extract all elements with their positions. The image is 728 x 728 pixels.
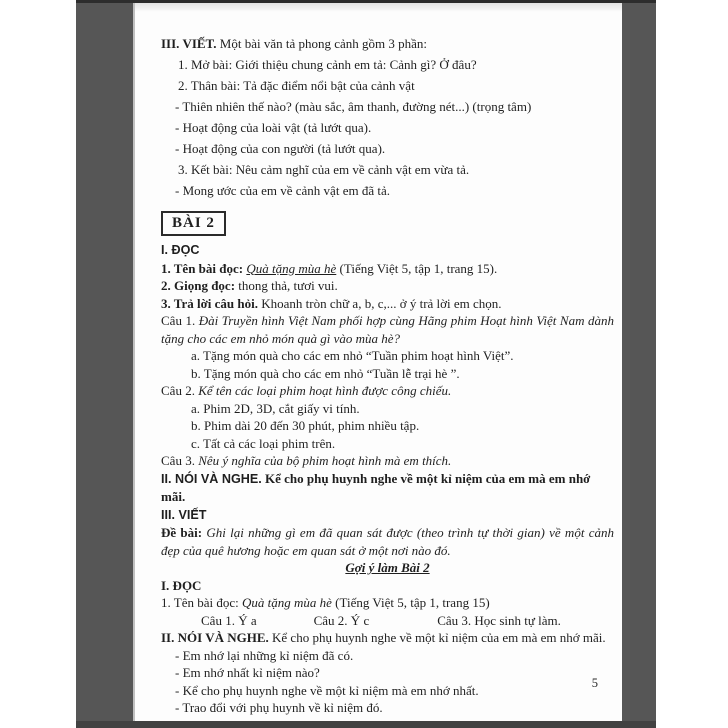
text-segment: b. Phim dài 20 đến 30 phút, phim nhiều tập.: [191, 418, 420, 433]
text-segment: - Kể cho phụ huynh nghe về một kỉ niệm mà em nhớ nhất.: [175, 682, 479, 698]
text-segment: 1. Mở bài: Giới thiệu chung cảnh em tả: Cảnh gì? Ở đâu?: [178, 57, 477, 72]
text-line: [161, 347, 614, 365]
text-segment: (Tiếng Việt 5, tập 1, trang 15): [331, 595, 490, 610]
text-segment: - Hoạt động của loài vật (tả lướt qua).: [175, 120, 372, 135]
text-line: [161, 594, 614, 612]
text-segment: c. Tất cả các loại phim trên.: [191, 435, 336, 451]
text-segment: 3. Trả lời câu hỏi.: [161, 295, 262, 311]
text-segment: Đài Truyền hình Việt Nam phối hợp cùng Hãng phim Hoạt hình Việt Nam dành tặng cho các em nhỏ món quà gì vào mùa hè?: [161, 313, 614, 346]
text-segment: Câu 2.: [161, 383, 199, 398]
section-viet-heading: [161, 33, 614, 54]
text-line: [161, 417, 614, 435]
document-lines: [161, 33, 614, 717]
text-line: [161, 260, 614, 278]
text-segment: Khoanh tròn chữ a, b, c,... ở ý trả lời em chọn.: [261, 295, 502, 311]
text-segment: thong thả, tươi vui.: [238, 278, 338, 293]
page-number: 5: [591, 676, 598, 690]
answer-guide-heading: [161, 559, 614, 577]
text-segment: a. Phim 2D, 3D, cắt giấy vi tính.: [191, 400, 360, 416]
text-segment: Câu 3.: [161, 453, 199, 468]
text-line: [161, 295, 614, 313]
section-viet-2-heading: [161, 506, 614, 525]
text-segment: Câu 2. Ý c: [313, 612, 370, 628]
text-line: [161, 647, 614, 665]
text-line: [161, 75, 614, 96]
text-line: [161, 180, 614, 201]
text-line: [161, 159, 614, 180]
document-page: [133, 3, 622, 721]
text-segment: Câu 1. Ý a: [201, 612, 257, 628]
text-line: [161, 54, 614, 75]
text-segment: 3. Kết bài: Nêu cảm nghĩ của em về cảnh vật em vừa tả.: [178, 162, 470, 177]
text-segment: (Tiếng Việt 5, tập 1, trang 15).: [336, 260, 498, 276]
text-segment: - Mong ước của em về cảnh vật em đã tả.: [175, 183, 390, 198]
text-segment: II. NÓI VÀ NGHE.: [161, 471, 262, 486]
text-line: [161, 96, 614, 117]
text-segment: - Em nhớ lại những kỉ niệm đã có.: [175, 647, 354, 663]
text-segment: Kể cho phụ huynh nghe về một kỉ niệm của em mà em nhớ mãi.: [268, 630, 606, 645]
text-segment: - Em nhớ nhất kỉ niệm nào?: [175, 665, 320, 680]
text-line: [161, 452, 614, 470]
text-segment: Một bài văn tả phong cảnh gồm 3 phần:: [216, 36, 428, 51]
text-segment: Ghi lại những gì em đã quan sát được (theo trình tự thời gian) về một cảnh đẹp của quê hương hoặc em quan sát ở một nơi nào đó.: [161, 525, 614, 558]
text-line: [161, 699, 614, 717]
text-line: [161, 312, 614, 347]
text-segment: Câu 1.: [161, 313, 199, 328]
text-line: [161, 400, 614, 418]
section-doc-heading: [161, 241, 614, 260]
text-segment: III. VIẾT.: [161, 36, 217, 51]
text-line: [161, 629, 614, 647]
answers-row: [161, 612, 614, 630]
text-segment: II. NÓI VÀ NGHE.: [161, 630, 269, 645]
text-segment: 1. Tên bài đọc:: [161, 595, 242, 610]
text-line: [161, 382, 614, 400]
text-segment: - Thiên nhiên thế nào? (màu sắc, âm thanh, đường nét...) (trọng tâm): [175, 99, 532, 114]
text-line: [161, 577, 614, 595]
text-segment: Quà tặng mùa hè: [246, 260, 337, 276]
text-segment: 2. Thân bài: Tả đặc điểm nổi bật của cảnh vật: [178, 78, 415, 93]
text-segment: Câu 3. Học sinh tự làm.: [437, 612, 561, 628]
text-segment: 1. Tên bài đọc:: [161, 260, 247, 276]
text-segment: I. ĐỌC: [161, 577, 202, 593]
text-line: [161, 524, 614, 559]
scanned-page-background: [76, 0, 656, 728]
text-segment: III. VIẾT: [161, 507, 207, 522]
text-segment: Kể tên các loại phim hoạt hình được công chiếu.: [198, 383, 452, 398]
text-line: [161, 365, 614, 383]
text-line: [161, 664, 614, 682]
text-line: [161, 277, 614, 295]
text-segment: BÀI 2: [161, 211, 226, 236]
text-segment: b. Tặng món quà cho các em nhỏ “Tuần lễ trại hè ”.: [191, 365, 460, 381]
text-segment: a. Tặng món quà cho các em nhỏ “Tuần phim hoạt hình Việt”.: [191, 348, 514, 363]
text-line: [161, 682, 614, 700]
text-segment: - Trao đổi với phụ huynh về kỉ niệm đó.: [175, 700, 383, 715]
scan-bottom-edge: [76, 721, 656, 728]
text-segment: - Hoạt động của con người (tả lướt qua).: [175, 141, 386, 156]
text-line: [161, 138, 614, 159]
lesson-2-heading: [161, 211, 614, 236]
text-segment: I. ĐỌC: [161, 243, 200, 257]
text-segment: Quà tặng mùa hè: [242, 595, 332, 610]
text-line: [161, 435, 614, 453]
text-segment: 2. Giọng đọc:: [161, 278, 239, 293]
section-noi-va-nghe-heading: [161, 470, 614, 506]
text-segment: Gợi ý làm Bài 2: [345, 560, 430, 575]
text-segment: Kể cho phụ huynh nghe về một kỉ niệm của em mà em nhớ mãi.: [161, 470, 591, 504]
text-segment: Nêu ý nghĩa của bộ phim hoạt hình mà em thích.: [198, 453, 452, 468]
text-segment: Đề bài:: [161, 525, 207, 540]
text-line: [161, 117, 614, 138]
